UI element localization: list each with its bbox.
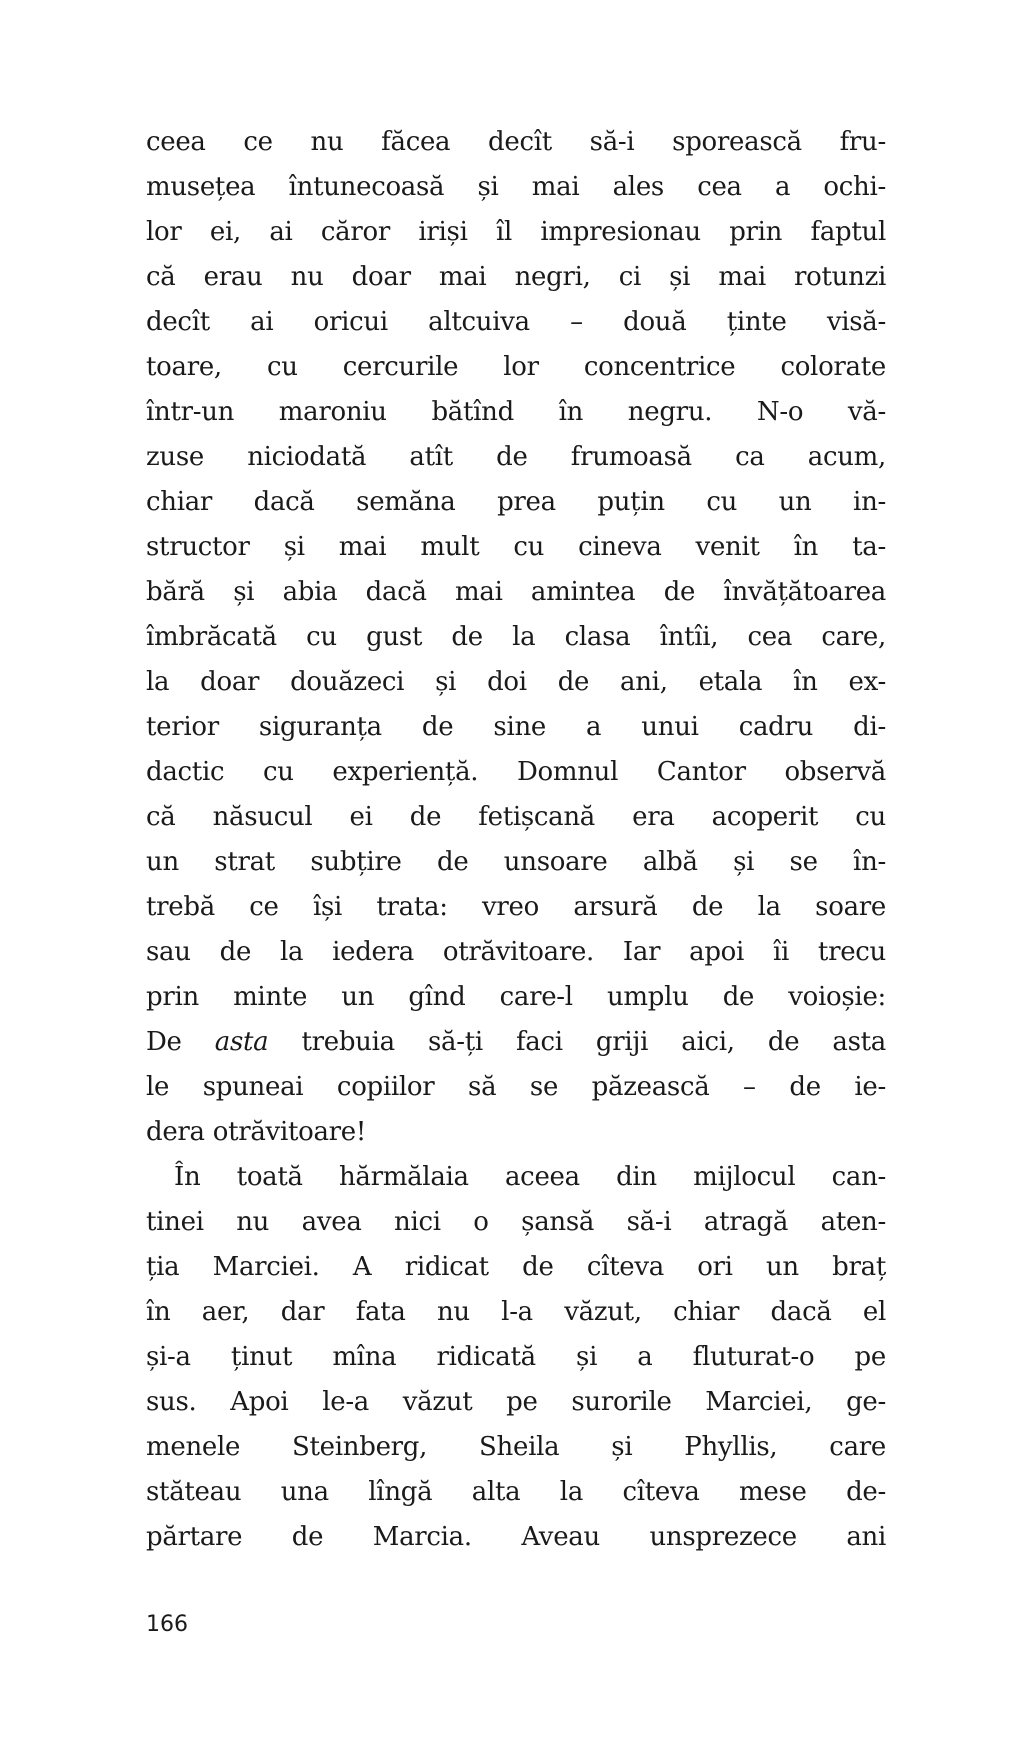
text-line: ceea ce nu făcea decît să-i sporească fru- [146, 127, 886, 157]
text-line: sau de la iedera otrăvitoare. Iar apoi îi trecu [146, 937, 886, 967]
italic-emphasis: asta [214, 1027, 269, 1057]
text-line: trebă ce își trata: vreo arsură de la soare [146, 892, 886, 922]
text-line: lor ei, ai căror iriși îl impresionau prin faptul [146, 217, 886, 247]
text-line: prin minte un gînd care-l umplu de voioșie: [146, 982, 886, 1012]
text-line: că năsucul ei de fetișcană era acoperit cu [146, 802, 886, 832]
page-number: 166 [146, 1612, 188, 1637]
text-line: sus. Apoi le-a văzut pe surorile Marciei, ge- [146, 1387, 886, 1417]
text-line: într-un maroniu bătînd în negru. N-o vă- [146, 397, 886, 427]
text-line [146, 1020, 886, 1065]
text-line: la doar douăzeci și doi de ani, etala în ex- [146, 667, 886, 697]
text-line: musețea întunecoasă și mai ales cea a ochi- [146, 172, 886, 202]
text-line: tinei nu avea nici o șansă să-i atragă aten- [146, 1207, 886, 1237]
text-line: le spuneai copiilor să se păzească – de ie- [146, 1072, 886, 1102]
text-line: și-a ținut mîna ridicată și a fluturat-o pe [146, 1342, 886, 1372]
text-line: părtare de Marcia. Aveau unsprezece ani [146, 1522, 886, 1552]
text-line: un strat subțire de unsoare albă și se în- [146, 847, 886, 877]
text-line: chiar dacă semăna prea puțin cu un in- [146, 487, 886, 517]
paragraph-start-line: În toată hărmălaia aceea din mijlocul can- [174, 1162, 886, 1192]
text-line: ția Marciei. A ridicat de cîteva ori un braț [146, 1252, 886, 1282]
text-line: decît ai oricui altcuiva – două ținte visă- [146, 307, 886, 337]
text-segment: trebuia să-ți faci griji aici, de asta [268, 1027, 887, 1057]
text-line: toare, cu cercurile lor concentrice colorate [146, 352, 886, 382]
text-line: dactic cu experiență. Domnul Cantor observă [146, 757, 886, 787]
paragraph-end-line: dera otrăvitoare! [146, 1117, 367, 1147]
text-line: structor și mai mult cu cineva venit în ta- [146, 532, 886, 562]
text-segment: De [146, 1027, 215, 1057]
body-text [146, 120, 886, 1560]
text-line: îmbrăcată cu gust de la clasa întîi, cea care, [146, 622, 886, 652]
text-line: în aer, dar fata nu l-a văzut, chiar dacă el [146, 1297, 886, 1327]
text-line: menele Steinberg, Sheila și Phyllis, care [146, 1432, 886, 1462]
text-line: terior siguranța de sine a unui cadru di- [146, 712, 886, 742]
text-line: că erau nu doar mai negri, ci și mai rotunzi [146, 262, 886, 292]
text-line: zuse niciodată atît de frumoasă ca acum, [146, 442, 886, 472]
text-line: stăteau una lîngă alta la cîteva mese de- [146, 1477, 886, 1507]
text-line: bără și abia dacă mai amintea de învățătoarea [146, 577, 886, 607]
